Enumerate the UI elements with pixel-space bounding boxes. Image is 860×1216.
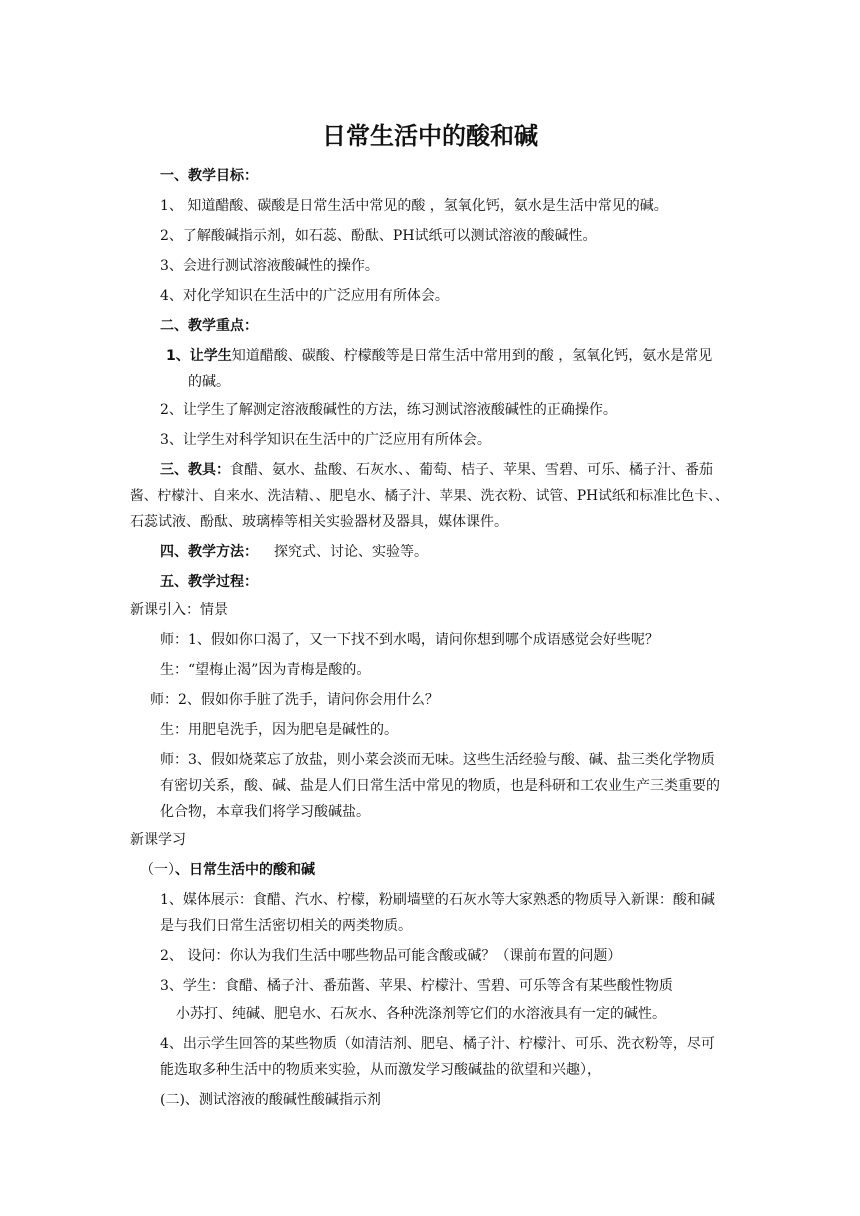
intro-label: 新课引入：情景 [130,602,228,618]
keypoint-item: 2、让学生了解测定溶液酸碱性的方法，练习测试溶液酸碱性的正确操作。 [160,402,617,418]
teaching-aids-line [160,460,713,480]
dialogue-line: 师：2、假如你手脏了洗手，请问你会用什么？ [150,692,439,708]
teaching-aids-continuation: 石蕊试液、酚酞、玻璃棒等相关实验器材及器具，媒体课件。 [130,514,508,530]
part-one-title: 、日常生活中的酸和碱 [175,862,315,878]
section-heading-aids: 三、教具： [160,462,230,478]
section-heading-process: 五、教学过程： [160,574,258,590]
keypoint-item: 3、让学生对科学知识在生活中的广泛应用有所体会。 [160,432,491,448]
dialogue-line: 生：“望梅止渴”因为青梅是酸的。 [160,662,371,678]
goal-item: 3、会进行测试溶液酸碱性的操作。 [160,258,379,274]
dialogue-continuation: 有密切关系，酸、碱、盐是人们日常生活中常见的物质，也是科研和工农业生产三类重要的 [160,778,720,794]
study-continuation: 小苏打、纯碱、肥皂水、石灰水、各种洗涤剂等它们的水溶液具有一定的碱性。 [176,1006,666,1022]
section-heading-keypoints: 二、教学重点： [160,318,258,334]
dialogue-line: 师：1、假如你口渴了，又一下找不到水喝，请问你想到哪个成语感觉会好些呢？ [160,632,659,648]
goal-item: 4、对化学知识在生活中的广泛应用有所体会。 [160,288,449,304]
teaching-aids-continuation: 酱、柠檬汁、自来水、洗洁精、、肥皂水、橘子汁、苹果、洗衣粉、试管、PH试纸和标准比色卡、、 [130,488,729,504]
teaching-methods-line [160,542,428,562]
section-heading-goals: 一、教学目标： [160,168,258,184]
study-label: 新课学习 [130,832,186,848]
part-one-heading [140,860,315,880]
study-continuation: 是与我们日常生活密切相关的两类物质。 [160,918,412,934]
keypoint-text: 知道醋酸、碳酸、柠檬酸等是日常生活中常用到的酸 ，氢氧化钙，氨水是常见 [231,348,713,364]
keypoint-item [166,346,712,366]
teaching-methods-text: 探究式、讨论、实验等。 [274,544,428,560]
study-continuation: 能选取多种生活中的物质来实验，从而激发学习酸碱盐的欲望和兴趣）， [160,1062,601,1078]
part-two-heading: (二)、测试溶液的酸碱性酸碱指示剂 [160,1092,381,1108]
goal-item: 1、 知道醋酸、碳酸是日常生活中常见的酸 ，氢氧化钙，氨水是生活中常见的碱。 [160,198,668,214]
teaching-aids-text: 食醋、氨水、盐酸、石灰水、、葡萄、桔子、苹果、雪碧、可乐、橘子汁、番茄 [230,462,713,478]
section-heading-methods: 四、教学方法： [160,544,258,560]
study-line: 2、 设问：你认为我们生活中哪些物品可能含酸或碱？（课前布置的问题） [160,948,622,964]
study-line: 1、媒体展示：食醋、汽水、柠檬，粉刷墙壁的石灰水等大家熟悉的物质导入新课：酸和碱 [160,892,715,908]
study-line: 3、学生：食醋、橘子汁、番茄酱、苹果、柠檬汁、雪碧、可乐等含有某些酸性物质 [160,978,673,994]
dialogue-line: 师：3、假如烧菜忘了放盐，则小菜会淡而无味。这些生活经验与酸、碱、盐三类化学物质 [160,752,715,768]
page-title: 日常生活中的酸和碱 [322,122,538,150]
keypoint-continuation: 的碱。 [188,374,230,390]
study-line: 4、出示学生回答的某些物质（如清洁剂、肥皂、橘子汁、柠檬汁、可乐、洗衣粉等，尽可 [160,1036,715,1052]
part-one-prefix: （一） [140,862,175,878]
goal-item: 2、了解酸碱指示剂，如石蕊、酚酞、PH试纸可以测试溶液的酸碱性。 [160,228,597,244]
dialogue-continuation: 化合物，本章我们将学习酸碱盐。 [160,804,370,820]
keypoint-prefix: 1、让学生 [166,348,232,364]
dialogue-line: 生：用肥皂洗手，因为肥皂是碱性的。 [160,722,398,738]
